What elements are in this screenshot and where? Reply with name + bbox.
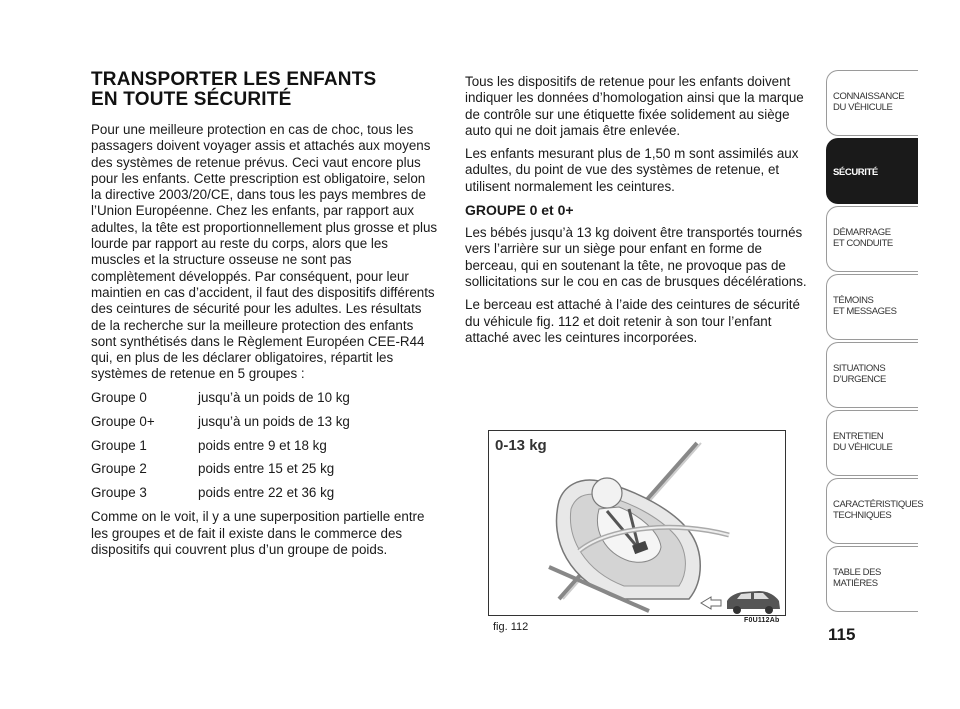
group-desc: poids entre 9 et 18 kg <box>198 437 327 453</box>
figure-child-seat <box>488 430 786 616</box>
tab-entretien-du-vehicule[interactable] <box>826 410 918 476</box>
tab-label-line1: ENTRETIEN <box>833 431 884 442</box>
tab-label-line1: CONNAISSANCE <box>833 91 905 102</box>
tab-label-line1: TÉMOINS <box>833 295 874 306</box>
tab-label-line2: MATIÈRES <box>833 578 878 589</box>
figure-code: F0U112Ab <box>744 617 780 624</box>
tab-label-line1: DÉMARRAGE <box>833 227 891 238</box>
figure-title: 0-13 kg <box>495 437 547 454</box>
group-name: Groupe 1 <box>91 437 147 453</box>
figure-label: fig. 112 <box>493 621 529 633</box>
group-desc: jusqu’à un poids de 13 kg <box>198 413 350 429</box>
section-title-line1: TRANSPORTER LES ENFANTS <box>91 69 377 90</box>
right-column <box>465 74 815 353</box>
tab-situations-d-urgence[interactable] <box>826 342 918 408</box>
homologation-paragraph: Tous les dispositifs de retenue pour les enfants doivent indiquer les données d’homologation ainsi que la marque de contrôle sur une étiquette fixée solidement au siège auto qui ne doit jamais être enlevée. <box>465 74 804 138</box>
tab-label-line2: ET MESSAGES <box>833 306 897 317</box>
group-name: Groupe 2 <box>91 461 147 477</box>
tab-label-line2: ET CONDUITE <box>833 238 893 249</box>
tab-demarrage-et-conduite[interactable] <box>826 206 918 272</box>
tab-label-line1: TABLE DES <box>833 567 881 578</box>
group-name: Groupe 0 <box>91 389 147 405</box>
group-desc: poids entre 22 et 36 kg <box>198 485 335 501</box>
group-name: Groupe 3 <box>91 485 147 501</box>
chapter-index <box>826 70 924 614</box>
tab-label-line1: CARACTÉRISTIQUES <box>833 499 924 510</box>
adults-paragraph: Les enfants mesurant plus de 1,50 m sont assimilés aux adultes, du point de vue des systèmes de retenue, et utilisent normalement les ceintures. <box>465 146 799 194</box>
group-row <box>91 461 439 477</box>
outro-paragraph: Comme on le voit, il y a une superposition partielle entre les groupes et de fait il existe dans le commerce des dispositifs qui couvrent plus d’un groupe de poids. <box>91 509 425 557</box>
group-desc: poids entre 15 et 25 kg <box>198 461 335 477</box>
tab-temoins-et-messages[interactable] <box>826 274 918 340</box>
group-heading: GROUPE 0 et 0+ <box>465 202 574 219</box>
child-seat-illustration <box>489 431 785 615</box>
section-title <box>91 70 439 110</box>
group-desc: jusqu’à un poids de 10 kg <box>198 389 350 405</box>
tab-connaissance-du-vehicule[interactable] <box>826 70 918 136</box>
cradle-paragraph: Le berceau est attaché à l’aide des ceintures de sécurité du véhicule fig. 112 et doit retenir à son tour l’enfant attaché avec les ceintures incorporées. <box>465 297 800 345</box>
group-name: Groupe 0+ <box>91 413 155 429</box>
babies-paragraph: Les bébés jusqu’à 13 kg doivent être transportés tournés vers l’arrière sur un siège pour enfant en forme de berceau, qui en soutenant la tête, ne provoque pas de sollicitations sur le cou en cas de brusques décélérations. <box>465 225 807 289</box>
tab-label-line2: DU VÉHICULE <box>833 102 893 113</box>
left-column <box>91 70 439 565</box>
tab-label-line2: DU VÉHICULE <box>833 442 893 453</box>
tab-label-line1: SITUATIONS <box>833 363 886 374</box>
tab-label-line2: TECHNIQUES <box>833 510 892 521</box>
tab-table-des-matieres[interactable] <box>826 546 918 612</box>
group-row <box>91 390 439 406</box>
group-row <box>91 485 439 501</box>
section-title-line2: EN TOUTE SÉCURITÉ <box>91 89 292 110</box>
group-row <box>91 414 439 430</box>
tab-label-line2: D’URGENCE <box>833 374 886 385</box>
group-row <box>91 438 439 454</box>
tab-caracteristiques-techniques[interactable] <box>826 478 924 544</box>
page-number: 115 <box>828 625 856 644</box>
tab-securite[interactable] <box>826 138 918 204</box>
intro-paragraph: Pour une meilleure protection en cas de choc, tous les passagers doivent voyager assis et attachés aux moyens des systèmes de retenue prévus. Ceci vaut encore plus pour les enfants. Cette prescription est obligatoire, selon la directive 2003/20/CE, dans tous les pays membres de l’Union Européenne. Chez les enfants, par rapport aux adultes, la tête est proportionnellement plus grosse et plus lourde par rapport au reste du corps, alors que les muscles et la structure osseuse ne sont pas complètement développés. Par conséquent, pour leur maintien en cas d’accident, il faut des dispositifs différents des ceintures de sécurité pour les adultes. Les résultats de la recherche sur la meilleure protection des enfants sont synthétisés dans le Règlement Européen CEE-R44 qui, en plus de les déclarer obligatoires, répartit les systèmes de retenue en 5 groupes : <box>91 122 438 382</box>
tab-label-line1: SÉCURITÉ <box>833 167 878 178</box>
